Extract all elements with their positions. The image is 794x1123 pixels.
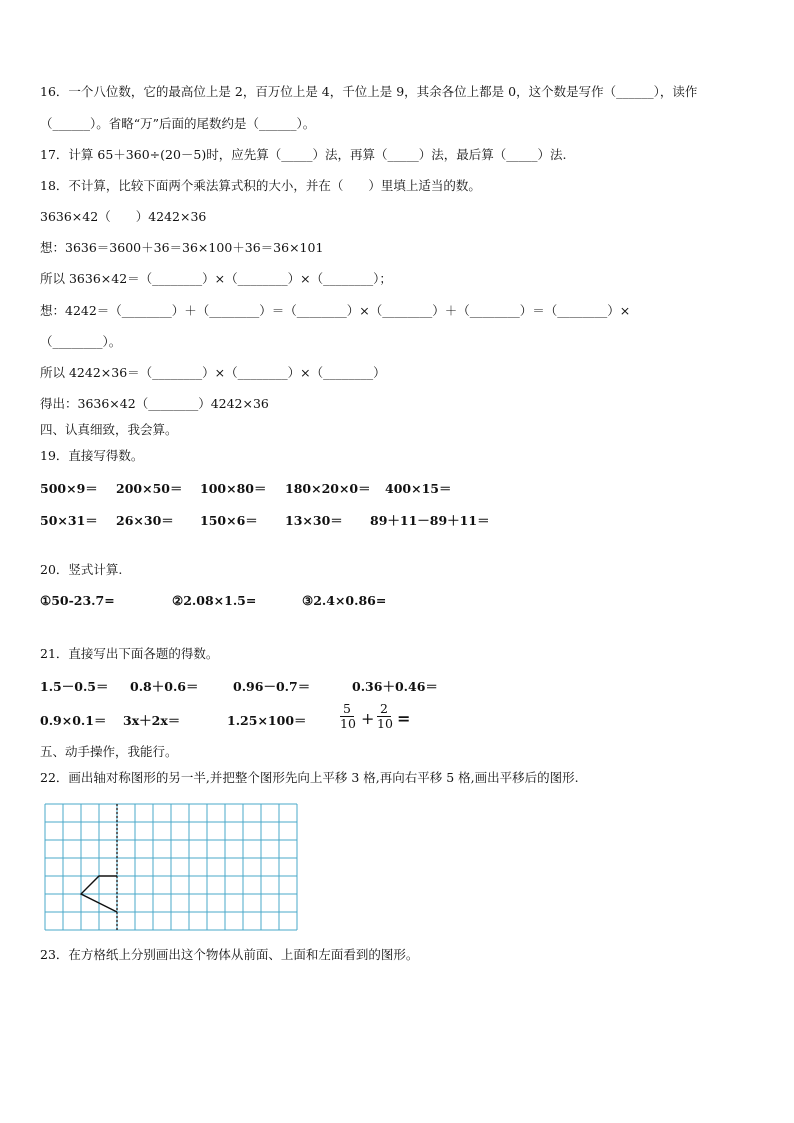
q19-item: 26×30＝: [116, 513, 174, 528]
q19-title: 19．直接写得数。: [40, 448, 144, 463]
q18-line7: 得出：3636×42（________）4242×36: [40, 396, 269, 411]
q19-item: 13×30＝: [285, 513, 343, 528]
q20-item: ②2.08×1.5=: [172, 593, 257, 608]
q16-line1: 16．一个八位数，它的最高位上是 2，百万位上是 4，千位上是 9，其余各位上都是 0，这个数是写作（______），读作: [40, 84, 698, 99]
q22-text: 22．画出轴对称图形的另一半,并把整个图形先向上平移 3 格,再向右平移 5 格,画出平移后的图形.: [40, 770, 579, 785]
q18-line4: 想：4242＝（________）＋（________）＝（________）×（________）＋（________）＝（________）×: [40, 303, 631, 318]
square-grid: [44, 803, 300, 931]
q23-text: 23．在方格纸上分别画出这个物体从前面、上面和左面看到的图形。: [40, 947, 419, 962]
q21-item: 1.5－0.5＝: [40, 679, 109, 694]
fraction-numerator: 2: [380, 701, 388, 716]
q19-item: 200×50＝: [116, 481, 183, 496]
fraction-five-tenths: [340, 702, 354, 731]
q21-item: 0.9×0.1＝: [40, 713, 107, 728]
fraction-denominator: 10: [377, 716, 393, 731]
q19-item: 150×6＝: [200, 513, 258, 528]
q21-item: 3x＋2x＝: [123, 713, 181, 728]
q21-item: 0.96－0.7＝: [233, 679, 311, 694]
q19-item: 100×80＝: [200, 481, 267, 496]
q19-item: 180×20×0＝: [285, 481, 371, 496]
q21-item: 1.25×100＝: [227, 713, 307, 728]
q20-item: ①50-23.7=: [40, 593, 115, 608]
q16-line2: （______）。省略“万”后面的尾数约是（______）。: [40, 116, 316, 131]
q21-title: 21．直接写出下面各题的得数。: [40, 646, 219, 661]
equals-sign: =: [397, 709, 411, 728]
section-4-heading: 四、认真细致，我会算。: [40, 422, 178, 437]
q18-line6: 所以 4242×36＝（________）×（________）×（________）: [40, 365, 386, 380]
q19-item: 89＋11－89＋11＝: [370, 513, 490, 528]
q17-text: 17．计算 65＋360÷(20－5)时，应先算（_____）法，再算（_____）法，最后算（_____）法.: [40, 147, 567, 162]
q19-item: 50×31＝: [40, 513, 98, 528]
q21-item: 0.36＋0.46＝: [352, 679, 438, 694]
q20-title: 20．竖式计算.: [40, 562, 123, 577]
q20-item: ③2.4×0.86=: [302, 593, 387, 608]
fraction-numerator: 5: [343, 701, 351, 716]
plus-sign: +: [361, 709, 375, 728]
grid-lines: [45, 804, 297, 930]
section-5-heading: 五、动手操作，我能行。: [40, 744, 178, 759]
fraction-denominator: 10: [340, 716, 356, 731]
q19-item: 500×9＝: [40, 481, 98, 496]
fraction-two-tenths: [377, 702, 391, 731]
q18-line5: （________）。: [40, 334, 122, 349]
q19-item: 400×15＝: [385, 481, 452, 496]
q18-line2: 想：3636＝3600＋36＝36×100＋36＝36×101: [40, 240, 324, 255]
q21-item: 0.8＋0.6＝: [130, 679, 199, 694]
q18-line1: 3636×42（ ）4242×36: [40, 209, 207, 224]
q18-title: 18．不计算，比较下面两个乘法算式积的大小，并在（ ）里填上适当的数。: [40, 178, 481, 193]
q18-line3: 所以 3636×42＝（________）×（________）×（________）；: [40, 271, 392, 286]
